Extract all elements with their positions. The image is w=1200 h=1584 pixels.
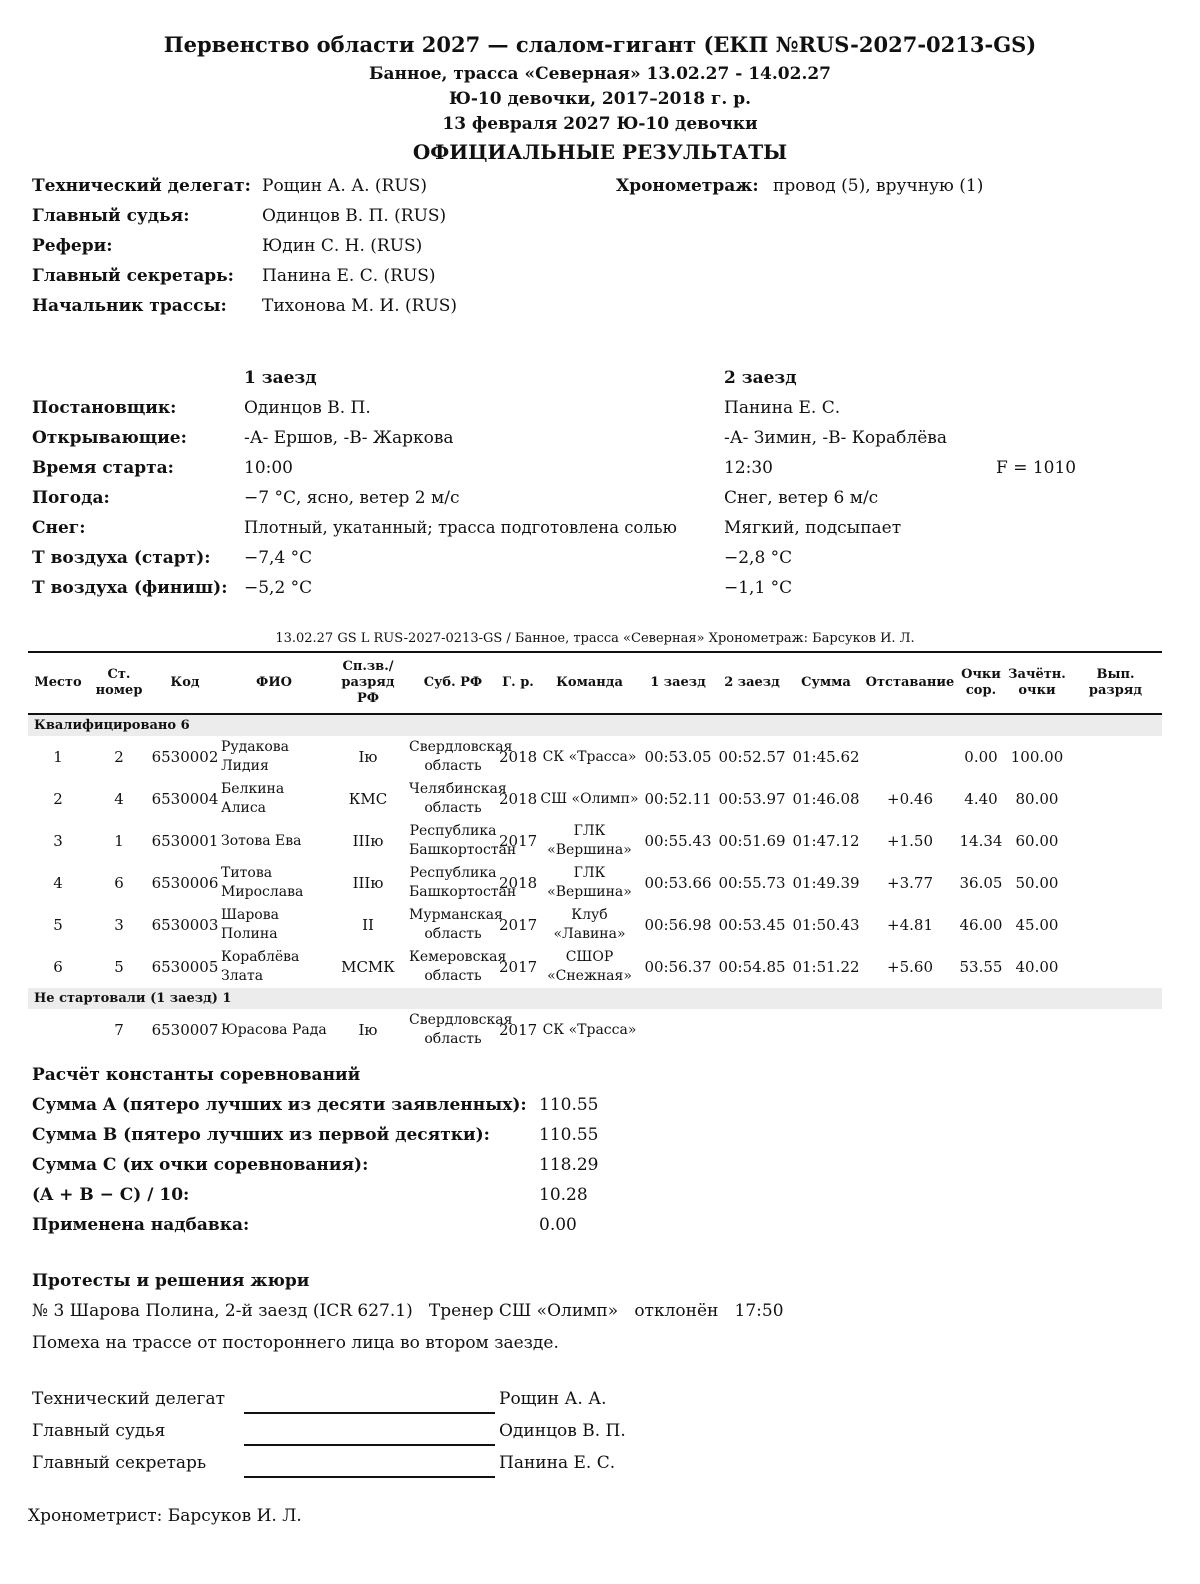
col-code: Код (150, 653, 220, 714)
official-value: Одинцов В. П. (RUS) (262, 206, 447, 226)
cell-cup-points: 100.00 (1010, 748, 1064, 766)
timing-value: провод (5), вручную (1) (773, 176, 984, 196)
cell-cup-points: 60.00 (1015, 832, 1059, 850)
table-row (28, 778, 1162, 820)
cell-run1 (641, 1009, 715, 1051)
cell-code: 6530002 (151, 748, 219, 766)
cell-behind: +3.77 (887, 874, 933, 892)
cell-run1: 00:56.37 (644, 958, 712, 976)
cell-behind (863, 736, 957, 778)
cell-code: 6530006 (151, 874, 219, 892)
run1-value: Одинцов В. П. (244, 398, 371, 418)
protest-entry: № 3 Шарова Полина, 2-й заезд (ICR 627.1) Тренер СШ «Олимп» отклонён 17:50 (32, 1301, 784, 1321)
cell-rank: МСМК (341, 958, 395, 976)
cell-total (789, 1009, 863, 1051)
cell-region: Кемеровская область (409, 949, 507, 984)
run-row-label: Т воздуха (финиш): (32, 578, 228, 598)
cell-code: 6530003 (151, 916, 219, 934)
run-row-label: Снег: (32, 518, 86, 538)
run1-value: Плотный, укатанный; трасса подготовлена солью (244, 518, 677, 537)
cell-run2: 00:52.57 (718, 748, 786, 766)
cell-name: Шарова Полина (221, 907, 279, 942)
cell-behind: +4.81 (887, 916, 933, 934)
cell-bib: 3 (114, 916, 124, 934)
cell-name: Белкина Алиса (221, 781, 285, 816)
run2-value: 12:30 (724, 458, 773, 478)
cell-done-rank (1069, 862, 1162, 904)
cell-region: Мурманская область (409, 907, 503, 942)
run1-value: −7 °С, ясно, ветер 2 м/с (244, 488, 460, 508)
group-row (28, 714, 1162, 736)
cell-bib: 4 (114, 790, 124, 808)
col-race-points: Очки сор. (957, 653, 1005, 714)
constant-value: 10.28 (539, 1185, 588, 1205)
col-name: ФИО (220, 653, 328, 714)
run2-value: −1,1 °С (724, 578, 793, 598)
cell-cup-points (1005, 1009, 1069, 1051)
cell-code: 6530005 (151, 958, 219, 976)
run1-value: −7,4 °С (244, 548, 313, 568)
table-row (28, 904, 1162, 946)
col-run2: 2 заезд (715, 653, 789, 714)
cell-run2: 00:51.69 (718, 832, 786, 850)
cell-team: СК «Трасса» (542, 1021, 637, 1038)
cell-behind: +0.46 (887, 790, 933, 808)
cell-run1: 00:53.66 (644, 874, 712, 892)
cell-place: 2 (53, 790, 63, 808)
col-total: Сумма (789, 653, 863, 714)
cell-place: 5 (53, 916, 63, 934)
cell-bib: 6 (114, 874, 124, 892)
signature-name: Панина Е. С. (499, 1453, 616, 1473)
run-row-label: Открывающие: (32, 428, 187, 448)
cell-year: 2017 (499, 916, 538, 934)
cell-name: Титова Мирослава (221, 865, 304, 900)
run2-title: 2 заезд (724, 368, 797, 388)
group-qualified: Квалифицировано 6 (28, 714, 1162, 736)
cell-total: 01:50.43 (792, 916, 860, 934)
cell-year: 2018 (499, 748, 538, 766)
constant-label: Применена надбавка: (32, 1215, 250, 1235)
cell-rank: IIIю (352, 874, 384, 892)
cell-team: СК «Трасса» (542, 748, 637, 765)
cell-run2: 00:54.85 (718, 958, 786, 976)
group-row (28, 988, 1162, 1009)
cell-race-points: 46.00 (959, 916, 1003, 934)
constant-value: 110.55 (539, 1125, 599, 1145)
run-row-label: Т воздуха (старт): (32, 548, 211, 568)
cell-code: 6530001 (151, 832, 219, 850)
cell-year: 2018 (499, 790, 538, 808)
run2-value: Мягкий, подсыпает (724, 518, 902, 538)
group-dns: Не стартовали (1 заезд) 1 (28, 988, 1162, 1009)
run-row-label: Погода: (32, 488, 110, 508)
cell-run2: 00:53.45 (718, 916, 786, 934)
col-done-rank: Вып. разряд (1069, 653, 1162, 714)
doc-type: ОФИЦИАЛЬНЫЕ РЕЗУЛЬТАТЫ (412, 140, 788, 164)
constant-value: 0.00 (539, 1215, 577, 1235)
run2-value: −2,8 °С (724, 548, 793, 568)
official-label: Главный судья: (32, 206, 190, 226)
cell-total: 01:51.22 (792, 958, 860, 976)
cell-region: Республика Башкортостан (409, 865, 517, 900)
col-year: Г. р. (498, 653, 538, 714)
cell-behind: +1.50 (887, 832, 933, 850)
doc-title: Первенство области 2027 — слалом-гигант (ЕКП №RUS-2027-0213-GS) (163, 32, 1037, 57)
timing-label: Хронометраж: (616, 176, 759, 196)
signature-role: Главный судья (32, 1421, 166, 1441)
col-behind: Отставание (863, 653, 957, 714)
table-row (28, 946, 1162, 988)
cell-region: Республика Башкортостан (409, 823, 517, 858)
cell-rank: Iю (358, 1021, 378, 1039)
cell-rank: IIIю (352, 832, 384, 850)
cell-bib: 1 (114, 832, 124, 850)
cell-race-points: 36.05 (959, 874, 1003, 892)
col-region: Суб. РФ (408, 653, 498, 714)
cell-done-rank (1069, 778, 1162, 820)
signature-line (244, 1412, 495, 1414)
cell-region: Свердловская область (409, 1012, 513, 1047)
cell-run1: 00:55.43 (644, 832, 712, 850)
cell-race-points: 4.40 (964, 790, 998, 808)
col-rank: Сп.зв./ разряд РФ (328, 653, 408, 714)
run1-title: 1 заезд (244, 368, 317, 388)
cell-done-rank (1069, 1009, 1162, 1051)
signature-line (244, 1476, 495, 1478)
run1-value: −5,2 °С (244, 578, 313, 598)
cell-total: 01:47.12 (792, 832, 860, 850)
cell-name: Кораблёва Злата (221, 949, 300, 984)
table-row (28, 862, 1162, 904)
cell-run2: 00:55.73 (718, 874, 786, 892)
official-label: Технический делегат: (32, 176, 251, 196)
official-value: Юдин С. Н. (RUS) (262, 236, 423, 256)
cell-race-points: 14.34 (959, 832, 1003, 850)
constant-title: Расчёт константы соревнований (32, 1065, 361, 1085)
run2-value: Панина Е. С. (724, 398, 841, 418)
cell-bib: 2 (114, 748, 124, 766)
cell-place: 6 (53, 958, 63, 976)
cell-team: СШ «Олимп» (540, 790, 639, 807)
protests-title: Протесты и решения жюри (32, 1271, 310, 1291)
cell-done-rank (1069, 820, 1162, 862)
cell-done-rank (1069, 904, 1162, 946)
run1-value: 10:00 (244, 458, 293, 478)
cell-rank: II (362, 916, 374, 934)
cell-place (28, 1009, 88, 1051)
table-header-row (28, 653, 1162, 714)
run2-value: Снег, ветер 6 м/с (724, 488, 879, 508)
run-row-label: Время старта: (32, 458, 174, 478)
cell-year: 2018 (499, 874, 538, 892)
cell-region: Свердловская область (409, 739, 513, 774)
cell-bib: 5 (114, 958, 124, 976)
f-factor: F = 1010 (996, 458, 1077, 478)
run1-value: -А- Ершов, -В- Жаркова (244, 428, 454, 448)
cell-run2 (715, 1009, 789, 1051)
doc-venue: Банное, трасса «Северная» 13.02.27 - 14.02.27 (368, 64, 832, 84)
cell-behind (863, 1009, 957, 1051)
run-row-label: Постановщик: (32, 398, 177, 418)
constant-label: Сумма B (пятеро лучших из первой десятки): (32, 1125, 490, 1145)
cell-team: Клуб «Лавина» (553, 907, 626, 942)
cell-year: 2017 (499, 958, 538, 976)
cell-name: Рудакова Лидия (221, 739, 290, 774)
official-value: Рощин А. А. (RUS) (262, 176, 427, 196)
official-value: Тихонова М. И. (RUS) (262, 296, 458, 316)
cell-name: Юрасова Рада (221, 1021, 327, 1038)
signature-name: Рощин А. А. (499, 1389, 607, 1409)
cell-cup-points: 45.00 (1015, 916, 1059, 934)
cell-cup-points: 40.00 (1015, 958, 1059, 976)
signature-role: Технический делегат (32, 1389, 225, 1409)
cell-place: 4 (53, 874, 63, 892)
signature-role: Главный секретарь (32, 1453, 207, 1473)
official-value: Панина Е. С. (RUS) (262, 266, 436, 286)
doc-category: Ю-10 девочки, 2017–2018 г. р. (448, 89, 752, 109)
cell-run1: 00:56.98 (644, 916, 712, 934)
constant-label: (A + B − C) / 10: (32, 1185, 190, 1205)
doc-date-line: 13 февраля 2027 Ю-10 девочки (442, 114, 758, 134)
cell-run1: 00:52.11 (644, 790, 712, 808)
col-team: Команда (538, 653, 641, 714)
cell-name: Зотова Ева (221, 832, 302, 849)
col-place: Место (28, 653, 88, 714)
cell-place: 1 (53, 748, 63, 766)
cell-cup-points: 50.00 (1015, 874, 1059, 892)
signature-name: Одинцов В. П. (499, 1421, 626, 1441)
timekeeper: Хронометрист: Барсуков И. Л. (28, 1506, 302, 1526)
cell-behind: +5.60 (887, 958, 933, 976)
constant-value: 110.55 (539, 1095, 599, 1115)
cell-place: 3 (53, 832, 63, 850)
cell-year: 2017 (499, 832, 538, 850)
constant-label: Сумма C (их очки соревнования): (32, 1155, 369, 1175)
results-table (28, 653, 1162, 1051)
cell-race-points: 53.55 (959, 958, 1003, 976)
cell-run1: 00:53.05 (644, 748, 712, 766)
cell-total: 01:46.08 (792, 790, 860, 808)
cell-run2: 00:53.97 (718, 790, 786, 808)
table-row (28, 736, 1162, 778)
col-bib: Ст. номер (88, 653, 150, 714)
cell-code: 6530004 (151, 790, 219, 808)
cell-code: 6530007 (151, 1021, 219, 1039)
cell-total: 01:49.39 (792, 874, 860, 892)
official-label: Главный секретарь: (32, 266, 234, 286)
cell-rank: Iю (358, 748, 378, 766)
table-row (28, 820, 1162, 862)
constant-label: Сумма A (пятеро лучших из десяти заявленных): (32, 1095, 527, 1115)
protest-note: Помеха на трассе от постороннего лица во втором заезде. (32, 1333, 559, 1353)
run2-value: -А- Зимин, -В- Кораблёва (724, 428, 947, 448)
constant-value: 118.29 (539, 1155, 599, 1175)
cell-team: СШОР «Снежная» (547, 949, 632, 984)
col-cup-points: Зачётн. очки (1005, 653, 1069, 714)
cell-done-rank (1069, 946, 1162, 988)
signature-line (244, 1444, 495, 1446)
cell-bib: 7 (114, 1021, 124, 1039)
cell-region: Челябинская область (409, 781, 507, 816)
cell-team: ГЛК «Вершина» (547, 865, 632, 900)
cell-rank: КМС (348, 790, 388, 808)
cell-total: 01:45.62 (792, 748, 860, 766)
official-label: Рефери: (32, 236, 113, 256)
cell-cup-points: 80.00 (1015, 790, 1059, 808)
table-caption: 13.02.27 GS L RUS-2027-0213-GS / Банное, трасса «Северная» Хронометраж: Барсуков И. Л. (275, 631, 915, 646)
table-row (28, 1009, 1162, 1051)
cell-team: ГЛК «Вершина» (547, 823, 632, 858)
cell-done-rank (1069, 736, 1162, 778)
col-run1: 1 заезд (641, 653, 715, 714)
cell-race-points (957, 1009, 1005, 1051)
official-label: Начальник трассы: (32, 296, 227, 316)
cell-race-points: 0.00 (964, 748, 998, 766)
cell-year: 2017 (499, 1021, 538, 1039)
